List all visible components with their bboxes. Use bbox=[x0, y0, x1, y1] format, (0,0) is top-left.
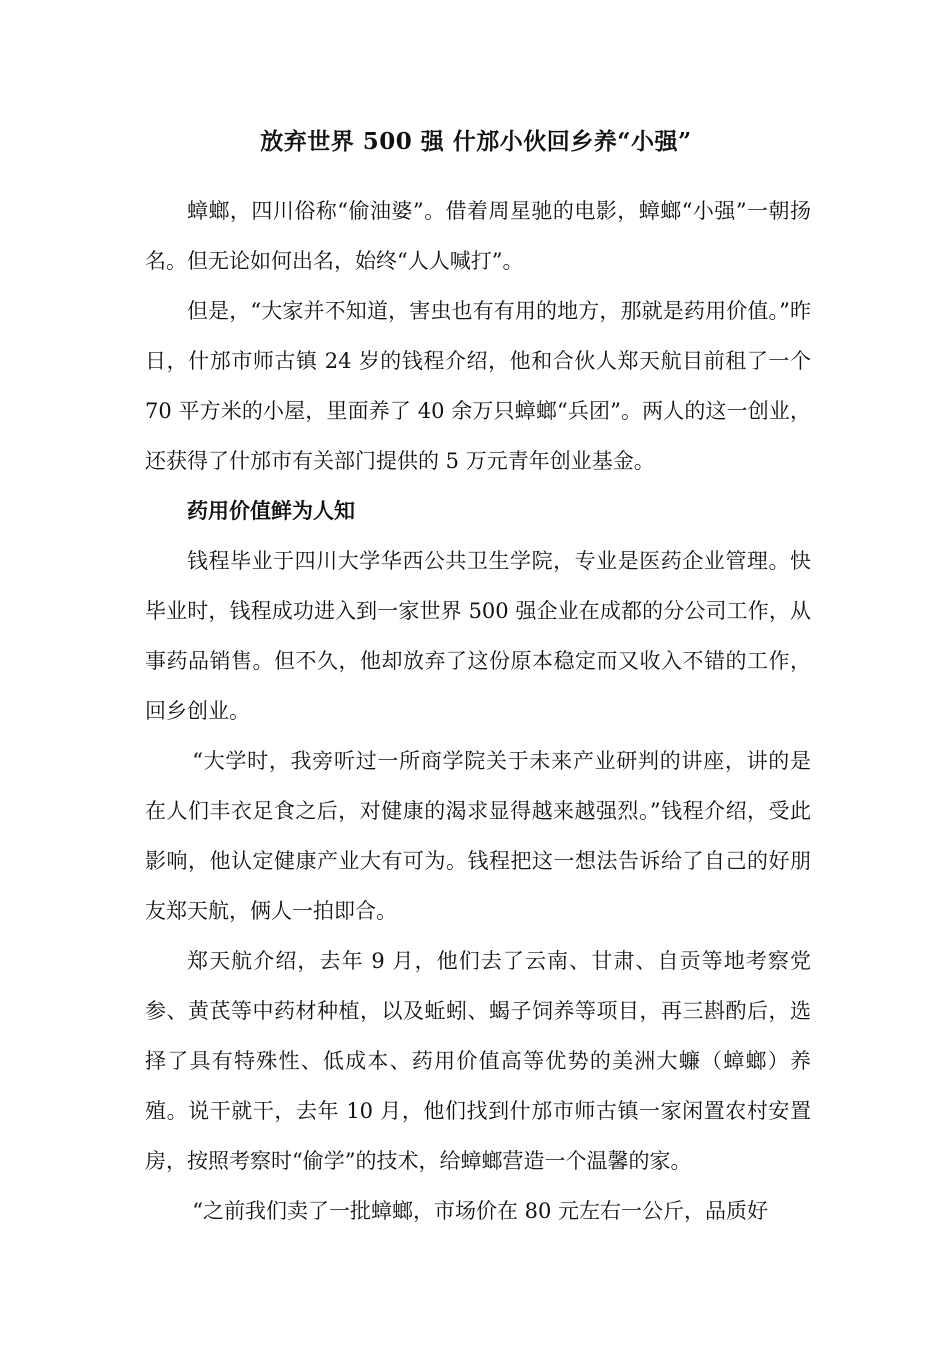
paragraph-lecture-quote: “大学时，我旁听过一所商学院关于未来产业研判的讲座，讲的是在人们丰衣足食之后，对健康的渴求显得越来越强烈。”钱程介绍，受此影响，他认定健康产业大有可为。钱程把这一想法告诉给了自己的好朋友郑天航，俩人一拍即合。 bbox=[145, 749, 811, 923]
section-heading: 药用价值鲜为人知 bbox=[187, 498, 355, 523]
article-title: 放弃世界 500 强 什邡小伙回乡养“小强” bbox=[260, 128, 692, 155]
paragraph-intro: 蟑螂，四川俗称“偷油婆”。借着周星驰的电影，蟑螂“小强”一朝扬名。但无论如何出名，始终“人人喊打”。 bbox=[145, 199, 811, 273]
paragraph-investigation: 郑天航介绍，去年 9 月，他们去了云南、甘肃、自贡等地考察党参、黄芪等中药材种植，以及蚯蚓、蝎子饲养等项目，再三斟酌后，选择了具有特殊性、低成本、药用价值高等优势的美洲大蠊（蟑螂）养殖。说干就干，去年 10 月，他们找到什邡市师古镇一家闲置农村安置房，按照考察时“偷学”的技术，给蟑螂营造一个温馨的家。 bbox=[145, 949, 811, 1173]
paragraph-medicinal-value: 但是，“大家并不知道，害虫也有有用的地方，那就是药用价值。”昨日，什邡市师古镇 24 岁的钱程介绍，他和合伙人郑天航目前租了一个 70 平方米的小屋，里面养了 40 余万只蟑螂“兵团”。两人的这一创业，还获得了什邡市有关部门提供的 5 万元青年创业基金。 bbox=[145, 299, 811, 473]
article-body bbox=[145, 186, 811, 1236]
paragraph-market-price: “之前我们卖了一批蟑螂，市场价在 80 元左右一公斤，品质好 bbox=[192, 1199, 769, 1223]
paragraph-background: 钱程毕业于四川大学华西公共卫生学院，专业是医药企业管理。快毕业时，钱程成功进入到一家世界 500 强企业在成都的分公司工作，从事药品销售。但不久，他却放弃了这份原本稳定而又收入不错的工作，回乡创业。 bbox=[145, 549, 811, 723]
